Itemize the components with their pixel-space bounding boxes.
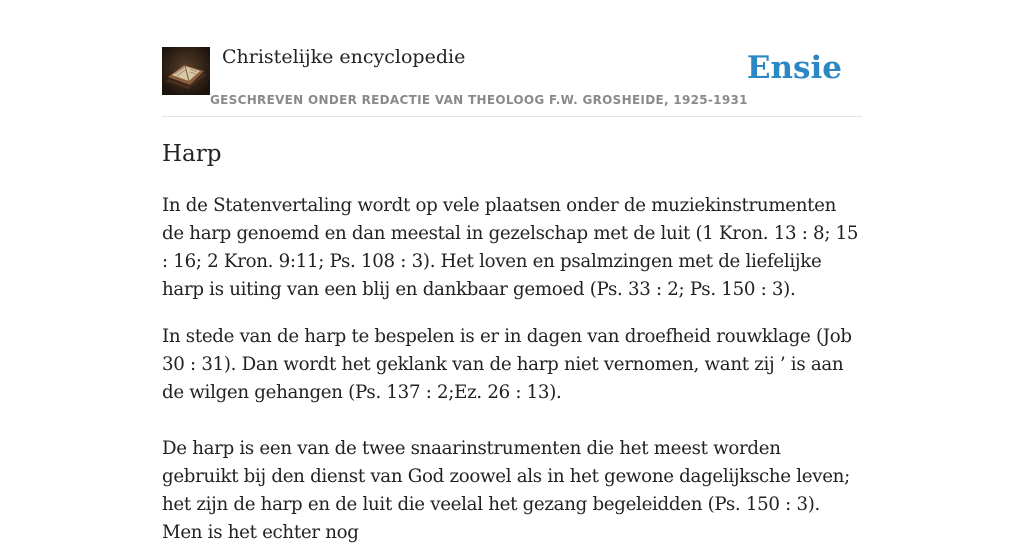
book-photo-icon — [162, 47, 210, 95]
article-paragraph: In stede van de harp te bespelen is er in dagen van droefheid rouwklage (Job 30 : 31). Dan wordt het geklank van de harp niet vernomen, want zij ’ is aan de wilgen gehangen (Ps. 137 : 2;Ez. 26 : 13). — [162, 326, 852, 403]
article-title: Harp — [162, 141, 222, 167]
site-title[interactable]: Christelijke encyclopedie — [222, 46, 466, 68]
brand-logo-link[interactable]: Ensie — [746, 50, 842, 86]
site-subtitle: GESCHREVEN ONDER REDACTIE VAN THEOLOOG F.W. GROSHEIDE, 1925-1931 — [210, 93, 748, 107]
page-container — [162, 0, 862, 543]
avatar[interactable] — [162, 47, 210, 95]
article-body — [162, 192, 862, 547]
article-paragraph: In de Statenvertaling wordt op vele plaatsen onder de muziekinstrumenten de harp genoemd en dan meestal in gezelschap met de luit (1 Kron. 13 : 8; 15 : 16; 2 Kron. 9:11; Ps. 108 : 3). Het loven en psalmzingen met de liefelijke harp is uiting van een blij en dankbaar gemoed (Ps. 33 : 2; Ps. 150 : 3). — [162, 195, 859, 300]
site-header — [162, 0, 862, 117]
article-paragraph: De harp is een van de twee snaarinstrumenten die het meest worden gebruikt bij den dienst van God zoowel als in het gewone dagelijksche leven; het zijn de harp en de luit die veelal het gezang begeleidden (Ps. 150 : 3). Men is het echter nog — [162, 438, 850, 543]
